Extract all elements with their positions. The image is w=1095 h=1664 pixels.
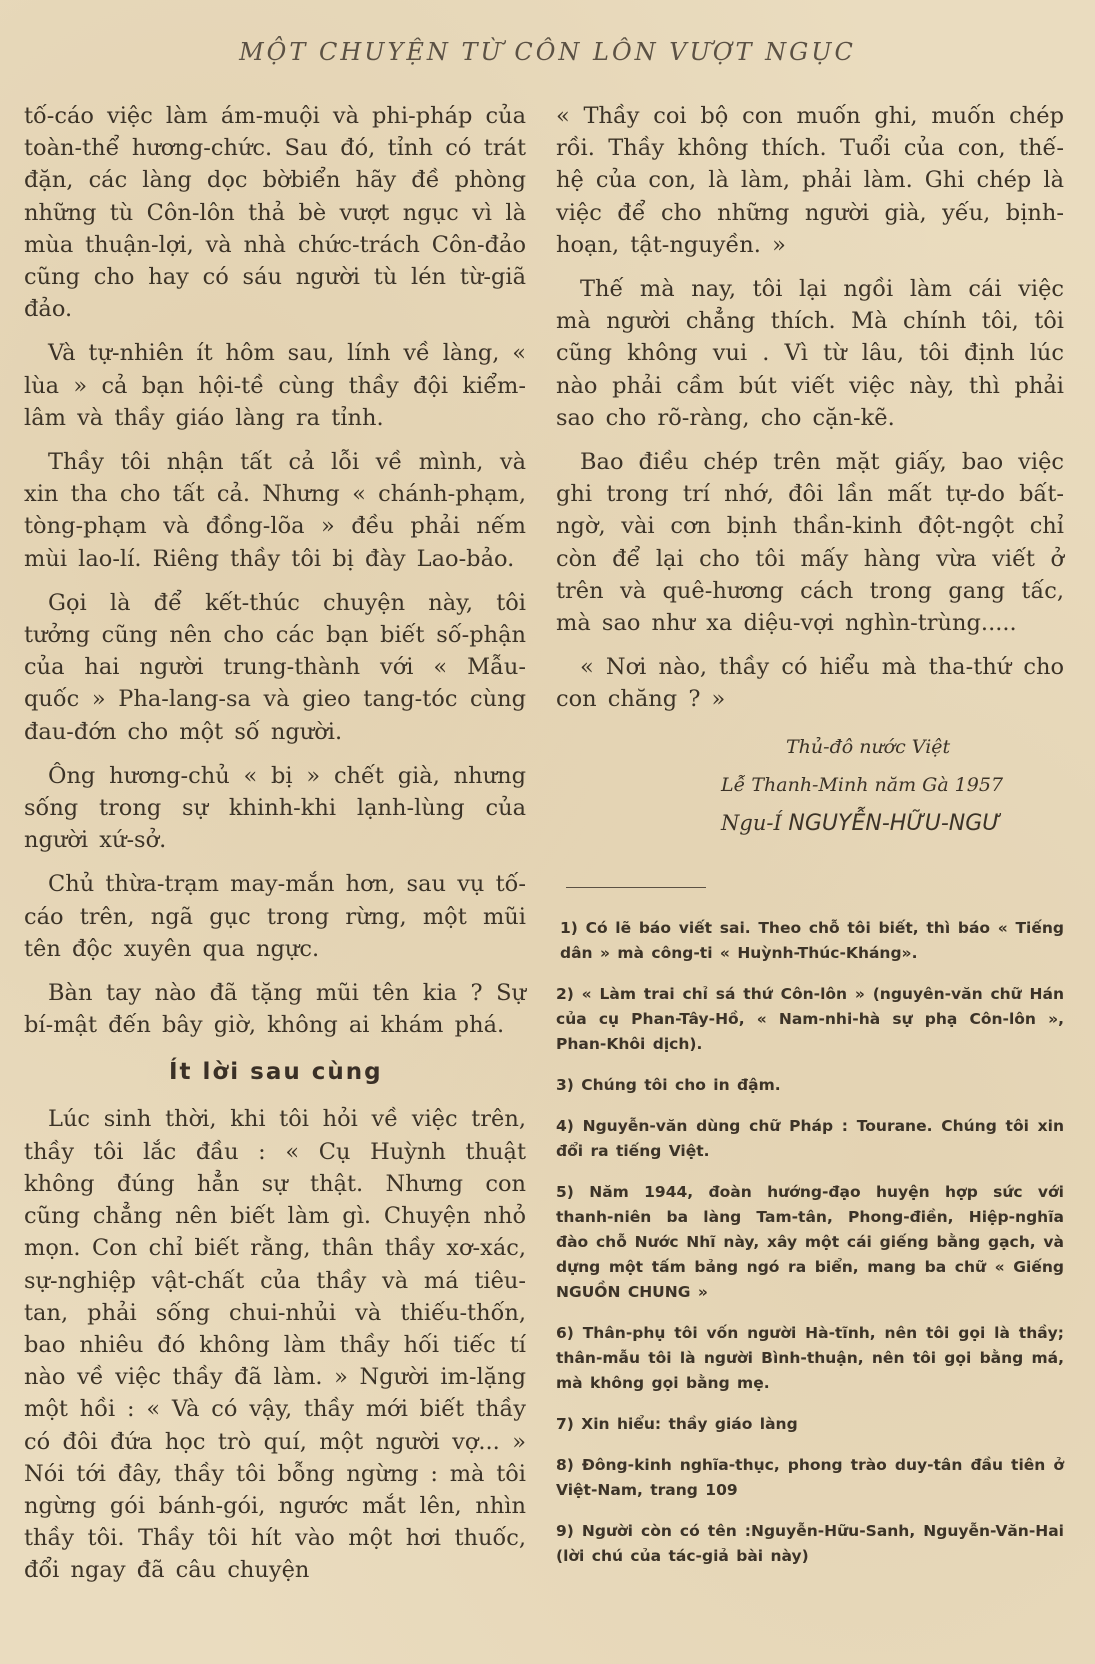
- signature-place: Thủ-đô nước Việt: [786, 735, 951, 758]
- footnote: 8) Đông-kinh nghĩa-thục, phong trào duy-tân đầu tiên ở Việt-Nam, trang 109: [556, 1455, 1064, 1499]
- signature-date: Lễ Thanh-Minh năm Gà 1957: [721, 773, 1004, 796]
- body-paragraph: Chủ thừa-trạm may-mắn hơn, sau vụ tố-cáo trên, ngã gục trong rừng, một mũi tên độc xuyên qua ngực.: [24, 871, 526, 962]
- footnote: 3) Chúng tôi cho in đậm.: [556, 1075, 781, 1094]
- body-paragraph: Ông hương-chủ « bị » chết già, nhưng sống trong sự khinh-khi lạnh-lùng của người xứ-sở.: [24, 762, 526, 854]
- body-paragraph: Bàn tay nào đã tặng mũi tên kia ? Sự bí-mật đến bây giờ, không ai khám phá.: [24, 980, 526, 1039]
- footnote: 2) « Làm trai chỉ sá thứ Côn-lôn » (nguyên-văn chữ Hán của cụ Phan-Tây-Hồ, « Nam-nhi-hà sự phạ Côn-lôn », Phan-Khôi dịch).: [556, 984, 1064, 1053]
- author-prefix: Ngu-Í: [721, 810, 782, 835]
- running-title: MỘT CHUYỆN TỪ CÔN LÔN VƯỢT NGỤC: [239, 38, 856, 66]
- footnote: 6) Thân-phụ tôi vốn người Hà-tĩnh, nên tôi gọi là thầy; thân-mẫu tôi là người Bình-thuận, nên tôi gọi bằng má, mà không gọi bằng mẹ.: [556, 1323, 1064, 1392]
- body-paragraph: Thầy tôi nhận tất cả lỗi về mình, và xin tha cho tất cả. Nhưng « chánh-phạm, tòng-phạm và đồng-lõa » đều phải nếm mùi lao-lí. Riêng thầy tôi bị đày Lao-bảo.: [24, 449, 526, 572]
- footnote: 1) Có lẽ báo viết sai. Theo chỗ tôi biết, thì báo « Tiếng dân » mà công-ti « Huỳnh-Thúc-Kháng».: [560, 918, 1064, 962]
- body-paragraph: tố-cáo việc làm ám-muội và phi-pháp của toàn-thể hương-chức. Sau đó, tỉnh có trát đặn, các làng dọc bờbiển hãy đề phòng những tù Côn-lôn thả bè vượt ngục vì là mùa thuận-lợi, và nhà chức-trách Côn-đảo cũng cho hay có sáu người tù lén từ-giã đảo.: [24, 103, 526, 323]
- body-paragraph: Gọi là để kết-thúc chuyện này, tôi tưởng cũng nên cho các bạn biết số-phận của hai người trung-thành với « Mẫu-quốc » Pha-lang-sa và gieo tang-tóc cùng đau-đớn cho một số người.: [24, 589, 526, 745]
- left-column: [24, 100, 526, 1599]
- body-paragraph: Thế mà nay, tôi lại ngồi làm cái việc mà người chẳng thích. Mà chính tôi, tôi cũng không vui . Vì từ lâu, tôi định lúc nào phải cầm bút viết việc này, thì phải sao cho rõ-ràng, cho cặn-kẽ.: [556, 276, 1064, 431]
- footnote-divider: [566, 887, 706, 888]
- author-name: NGUYỄN-HỮU-NGƯ: [788, 810, 1001, 836]
- footnote: 9) Người còn có tên :Nguyễn-Hữu-Sanh, Nguyễn-Văn-Hai (lời chú của tác-giả bài này): [556, 1521, 1064, 1565]
- right-column: [556, 100, 1064, 1585]
- footnote: 7) Xin hiểu: thầy giáo làng: [556, 1414, 798, 1433]
- body-paragraph: « Nơi nào, thầy có hiểu mà tha-thứ cho con chăng ? »: [556, 654, 1064, 713]
- body-paragraph: Và tự-nhiên ít hôm sau, lính về làng, « lùa » cả bạn hội-tề cùng thầy đội kiểm-lâm và thầy giáo làng ra tỉnh.: [24, 340, 526, 431]
- body-paragraph: Lúc sinh thời, khi tôi hỏi về việc trên, thầy tôi lắc đầu : « Cụ Huỳnh thuật không đúng hẳn sự thật. Nhưng con cũng chẳng nên biết làm gì. Chuyện nhỏ mọn. Con chỉ biết rằng, thân thầy xơ-xác, sự-nghiệp vật-chất của thầy và má tiêu-tan, phải sống chui-nhủi và thiếu-thốn, bao nhiêu đó không làm thầy hối tiếc tí nào về việc thầy đã làm. » Người im-lặng một hồi : « Và có vậy, thầy mới biết thầy có đôi đứa học trò quí, một người vợ... » Nói tới đây, thầy tôi bỗng ngừng : mà tôi ngừng gói bánh-gói, ngước mắt lên, nhìn thầy tôi. Thầy tôi hít vào một hơi thuốc, đổi ngay đã câu chuyện: [24, 1106, 526, 1584]
- body-paragraph: Bao điều chép trên mặt giấy, bao việc ghi trong trí nhớ, đôi lần mất tự-do bất-ngờ, vài cơn bịnh thần-kinh đột-ngột chỉ còn để lại cho tôi mấy hàng vừa viết ở trên và quê-hương cách trong gang tấc, mà sao như xa diệu-vợi nghìn-trùng.....: [556, 449, 1064, 637]
- body-paragraph: « Thầy coi bộ con muốn ghi, muốn chép rồi. Thầy không thích. Tuổi của con, thế-hệ của con, là làm, phải làm. Ghi chép là việc để cho những người già, yếu, bịnh-hoạn, tật-nguyền. »: [556, 103, 1064, 258]
- footnote: 4) Nguyễn-văn dùng chữ Pháp : Tourane. Chúng tôi xin đổi ra tiếng Việt.: [556, 1116, 1064, 1160]
- signature-author: [556, 804, 1064, 843]
- footnote: 5) Năm 1944, đoàn hướng-đạo huyện hợp sức với thanh-niên ba làng Tam-tân, Phong-điền, Hiệp-nghĩa đào chỗ Nước Nhĩ này, xây một cái giếng bằng gạch, và dựng một tấm bảng ngó ra biển, mang ba chữ « Giếng NGUỒN CHUNG »: [556, 1182, 1064, 1301]
- section-heading: Ít lời sau cùng: [169, 1059, 383, 1086]
